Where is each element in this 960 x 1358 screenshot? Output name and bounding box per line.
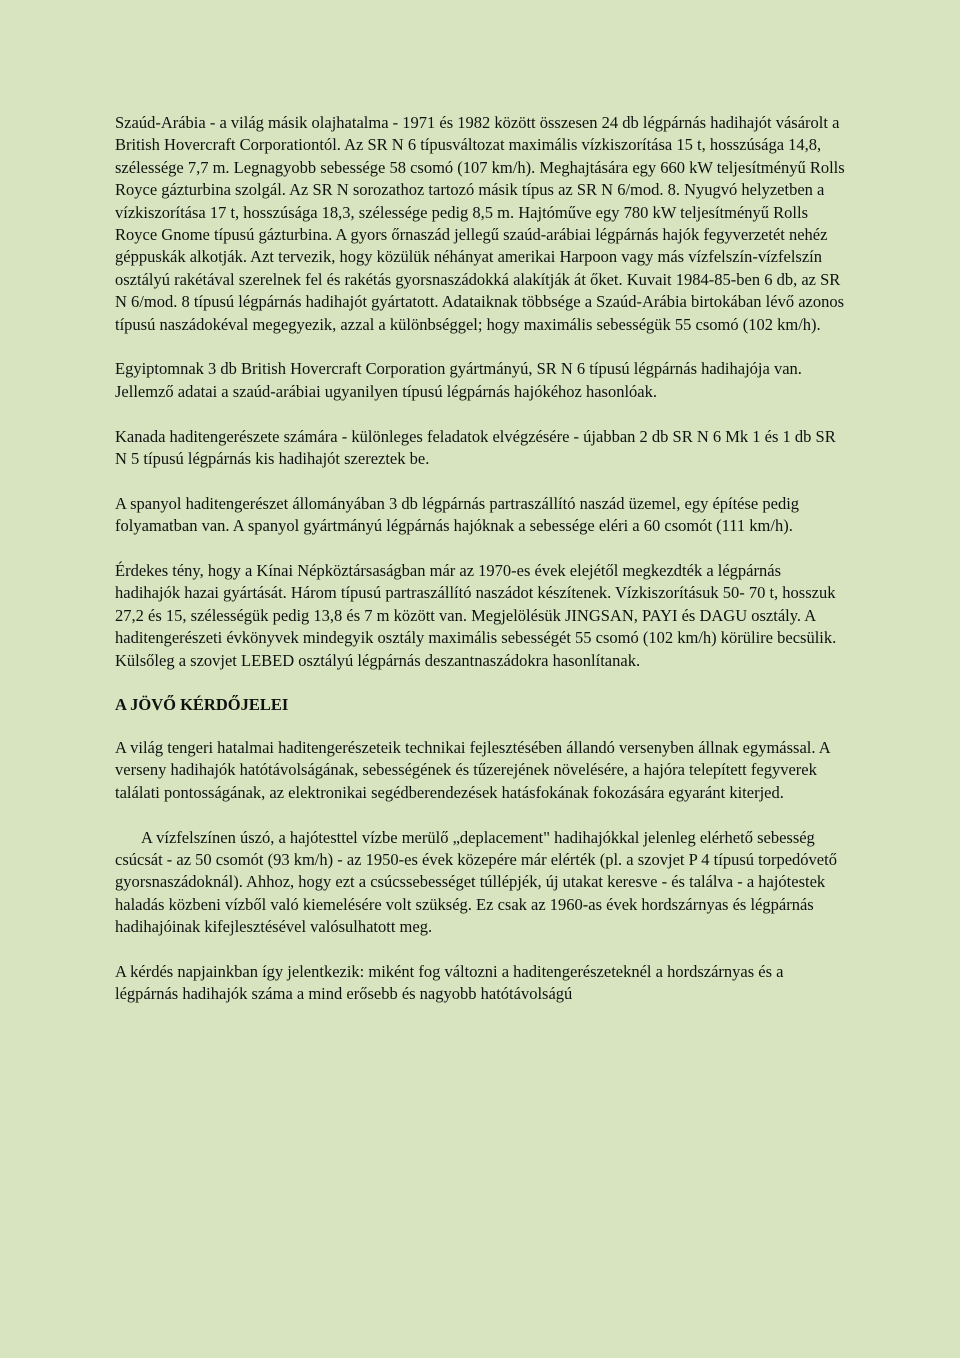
- paragraph-competition: A világ tengeri hatalmai haditengerészeteik technikai fejlesztésében állandó versenyben állnak egymással. A verseny hadihajók hatótávolságának, sebességének és tűzerejének növelésére, a hajóra telepített fegyverek találati pontosságának, az elektronikai segédberendezések hatásfokának fokozására egyaránt kiterjed.: [115, 737, 830, 802]
- paragraph-question: A kérdés napjainkban így jelentkezik: miként fog változni a haditengerészeteknél a hordszárnyas és a légpárnás hadihajók száma a mind erősebb és nagyobb hatótávolságú: [115, 961, 784, 1004]
- paragraph-displacement-speed: A vízfelszínen úszó, a hajótesttel vízbe merülő „deplacement" hadihajókkal jelenleg elérhető sebesség csúcsát - az 50 csomót (93 km/h) - az 1950-es évek közepére már elérték (pl. a szovjet P 4 típusú torpedóvető gyorsnaszádoknál). Ahhoz, hogy ezt a csúcssebességet túllépjék, új utakat keresve - és találva - a hajótestek haladás közbeni vízből való kiemelésére volt szükség. Ez csak az 1960-as évek hordszárnyas és légpárnás hadihajóinak kifejlesztésével valósulhatott meg.: [115, 827, 837, 937]
- paragraph-saudi-arabia: Szaúd-Arábia - a világ másik olajhatalma - 1971 és 1982 között összesen 24 db légpárnás hadihajót vásárolt a British Hovercraft Corporationtól. Az SR N 6 típusváltozat maximális vízkiszorítása 15 t, hosszúsága 14,8, szélessége 7,7 m. Legnagyobb sebessége 58 csomó (107 km/h). Meghajtására egy 660 kW teljesítményű Rolls Royce gázturbina szolgál. Az SR N sorozathoz tartozó másik típus az SR N 6/mod. 8. Nyugvó helyzetben a vízkiszorítása 17 t, hosszúsága 18,3, szélessége pedig 8,5 m. Hajtóműve egy 780 kW teljesítményű Rolls Royce Gnome típusú gázturbina. A gyors őrnaszád jellegű szaúd-arábiai légpárnás hajók fegyverzetét nehéz géppuskák alkotják. Azt tervezik, hogy közülük néhányat amerikai Harpoon vagy más vízfelszín-vízfelszín osztályú rakétával szerelnek fel és rakétás gyorsnaszádokká alakítják át őket. Kuvait 1984-85-ben 6 db, az SR N 6/mod. 8 típusú légpárnás hadihajót gyártatott. Adataiknak többsége a Szaúd-Arábia birtokában lévő azonos típusú naszádokéval megegyezik, azzal a különbséggel; hogy maximális sebességük 55 csomó (102 km/h).: [115, 113, 845, 334]
- paragraph-canada: Kanada haditengerészete számára - különleges feladatok elvégzésére - újabban 2 db SR N 6 Mk 1 és 1 db SR N 5 típusú légpárnás kis hadihajót szereztek be.: [115, 426, 836, 469]
- section-heading: A JÖVŐ KÉRDŐJELEI: [115, 695, 289, 715]
- paragraph-china: Érdekes tény, hogy a Kínai Népköztársaságban már az 1970-es évek elejétől megkezdték a légpárnás hadihajók hazai gyártását. Három típusú partraszállító naszádot készítenek. Vízkiszorításuk 50- 70 t, hosszuk 27,2 és 15, szélességük pedig 13,8 és 7 m között van. Megjelölésük JINGSAN, PAYI és DAGU osztály. A haditengerészeti évkönyvek mindegyik osztály maximális sebességét 55 csomó (102 km/h) körülire becsülik. Külsőleg a szovjet LEBED osztályú légpárnás deszantnaszádokra hasonlítanak.: [115, 561, 837, 670]
- paragraph-egypt: Egyiptomnak 3 db British Hovercraft Corporation gyártmányú, SR N 6 típusú légpárnás hadihajója van. Jellemző adatai a szaúd-arábiai ugyanilyen típusú légpárnás hajókéhoz hasonlóak.: [115, 359, 802, 401]
- paragraph-spain: A spanyol haditengerészet állományában 3 db légpárnás partraszállító naszád üzemel, egy építése pedig folyamatban van. A spanyol gyártmányú légpárnás hajóknak a sebessége eléri a 60 csomót (111 km/h).: [115, 493, 800, 536]
